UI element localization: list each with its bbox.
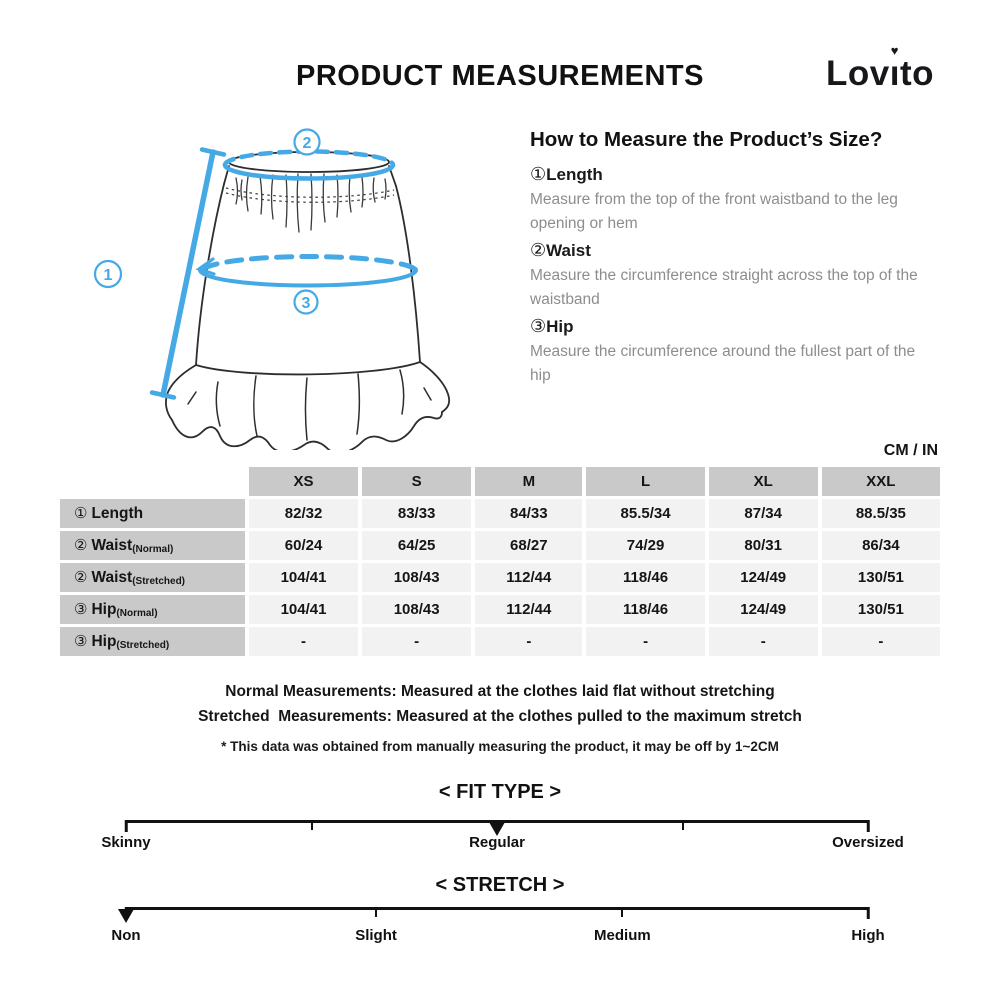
size-header-xl: XL xyxy=(709,467,818,496)
stretch-label-slight: Slight xyxy=(355,927,397,944)
how-to-item-waist xyxy=(530,237,980,264)
tick xyxy=(311,820,313,830)
cell-length-s: 83/33 xyxy=(362,499,471,528)
cell-waist-normal-s: 64/25 xyxy=(362,531,471,560)
cell-hip-normal-xl: 124/49 xyxy=(709,595,818,624)
cell-waist-stretched-xxl: 130/51 xyxy=(822,563,940,592)
how-to-item-waist-desc: Measure the circumference straight across the top of the waistband xyxy=(530,267,918,308)
cell-waist-stretched-xs: 104/41 xyxy=(249,563,358,592)
row-label-sub: (Normal) xyxy=(132,544,174,555)
cell-hip-stretched-xs: - xyxy=(249,627,358,656)
circled-1-icon: ① xyxy=(74,505,88,522)
how-to-heading: How to Measure the Product’s Size? xyxy=(530,128,883,151)
fit-type-labels xyxy=(101,834,904,854)
tick xyxy=(621,907,623,917)
stretch-label-high: High xyxy=(851,927,885,944)
size-header-xs: XS xyxy=(249,467,358,496)
cell-waist-stretched-l: 118/46 xyxy=(586,563,704,592)
logo-text-pre: Lov xyxy=(825,54,890,93)
tick xyxy=(125,820,128,832)
cell-length-l: 85.5/34 xyxy=(586,499,704,528)
table-row-hip-stretched xyxy=(60,627,940,656)
stretch-label-non: Non xyxy=(111,927,141,944)
cell-hip-stretched-xxl: - xyxy=(822,627,940,656)
how-to-item-length-desc: Measure from the top of the front waistband to the leg opening or hem xyxy=(530,191,898,232)
fit-type-title: < FIT TYPE > xyxy=(438,781,562,803)
tick xyxy=(375,907,377,917)
table-row-length xyxy=(60,499,940,528)
circled-3-icon: ③ xyxy=(74,633,88,650)
size-header-s: S xyxy=(362,467,471,496)
cell-waist-normal-m: 68/27 xyxy=(475,531,582,560)
size-table-header-row xyxy=(60,467,940,496)
logo-text-post: to xyxy=(899,54,934,93)
logo-i-stem: ı xyxy=(889,54,900,93)
cell-waist-normal-xl: 80/31 xyxy=(709,531,818,560)
cell-hip-stretched-m: - xyxy=(475,627,582,656)
logo-i xyxy=(889,43,900,94)
cell-length-xxl: 88.5/35 xyxy=(822,499,940,528)
circled-1-icon: ① xyxy=(530,164,547,184)
stretch-labels xyxy=(111,927,885,947)
how-to-item-waist-label: Waist xyxy=(546,241,591,260)
row-label-length xyxy=(60,499,245,528)
row-label-text: Waist xyxy=(91,537,133,554)
cell-hip-normal-s: 108/43 xyxy=(362,595,471,624)
row-label-sub: (Normal) xyxy=(116,608,158,619)
note-normal: Normal Measurements: Measured at the clothes laid flat without stretching xyxy=(225,683,775,700)
row-label-text: Hip xyxy=(91,633,117,650)
waistband-gathers xyxy=(236,174,386,232)
cell-hip-normal-xs: 104/41 xyxy=(249,595,358,624)
size-header-l: L xyxy=(586,467,704,496)
lovito-logo xyxy=(825,43,934,94)
table-row-hip-normal xyxy=(60,595,940,624)
row-label-hip-stretched xyxy=(60,627,245,656)
cell-hip-stretched-l: - xyxy=(586,627,704,656)
how-to-item-hip-desc: Measure the circumference around the fullest part of the hip xyxy=(530,343,916,384)
row-label-text: Length xyxy=(91,505,144,522)
tick xyxy=(682,820,684,830)
stretch-scale-line xyxy=(126,907,868,910)
cell-length-xs: 82/32 xyxy=(249,499,358,528)
row-label-text: Hip xyxy=(91,601,117,618)
how-to-item-hip-label: Hip xyxy=(546,317,574,336)
circled-3-icon: ③ xyxy=(74,601,88,618)
fit-label-regular: Regular xyxy=(469,834,525,851)
how-to-item-hip xyxy=(530,313,980,340)
table-row-waist-normal xyxy=(60,531,940,560)
row-label-sub: (Stretched) xyxy=(116,640,170,651)
measurement-notes xyxy=(0,680,1000,729)
cell-hip-normal-m: 112/44 xyxy=(475,595,582,624)
waist-callout-number: 2 xyxy=(302,135,312,152)
cell-waist-normal-l: 74/29 xyxy=(586,531,704,560)
how-to-item-length-label: Length xyxy=(546,165,603,184)
disclaimer-note: * This data was obtained from manually measuring the product, it may be off by 1~2CM xyxy=(221,739,779,754)
stretch-label-medium: Medium xyxy=(594,927,651,944)
row-label-waist-normal xyxy=(60,531,245,560)
stretch-marker-icon xyxy=(118,909,134,923)
cell-hip-stretched-xl: - xyxy=(709,627,818,656)
heart-icon: ♥ xyxy=(890,43,899,58)
fit-label-skinny: Skinny xyxy=(101,834,151,851)
size-header-m: M xyxy=(475,467,582,496)
circled-2-icon: ② xyxy=(74,569,88,586)
row-label-text: Waist xyxy=(91,569,133,586)
tick xyxy=(867,820,870,832)
row-label-waist-stretched xyxy=(60,563,245,592)
circled-3-icon: ③ xyxy=(530,316,547,336)
note-stretched: Stretched Measurements: Measured at the clothes pulled to the maximum stretch xyxy=(198,707,802,725)
ruffle-folds xyxy=(188,370,431,440)
row-label-hip-normal xyxy=(60,595,245,624)
tick xyxy=(867,907,870,919)
fit-type-scale-line xyxy=(126,820,868,823)
hip-callout-number: 3 xyxy=(301,295,311,312)
skirt-measurement-diagram xyxy=(60,120,520,450)
cell-waist-normal-xxl: 86/34 xyxy=(822,531,940,560)
stretch-title: < STRETCH > xyxy=(435,874,565,896)
cell-hip-stretched-s: - xyxy=(362,627,471,656)
waistband-stitch-lines xyxy=(226,188,394,202)
cell-waist-stretched-s: 108/43 xyxy=(362,563,471,592)
row-label-sub: (Stretched) xyxy=(132,576,186,587)
skirt-illustration xyxy=(60,120,520,450)
size-header-xxl: XXL xyxy=(822,467,940,496)
length-callout-number: 1 xyxy=(103,267,113,284)
size-table-corner-cell xyxy=(60,467,245,496)
size-table xyxy=(56,464,944,659)
cell-length-xl: 87/34 xyxy=(709,499,818,528)
cell-hip-normal-xxl: 130/51 xyxy=(822,595,940,624)
units-label: CM / IN xyxy=(883,442,938,459)
cell-length-m: 84/33 xyxy=(475,499,582,528)
cell-waist-normal-xs: 60/24 xyxy=(249,531,358,560)
how-to-item-length xyxy=(530,161,980,188)
how-to-measure-section xyxy=(530,128,980,389)
cell-waist-stretched-xl: 124/49 xyxy=(709,563,818,592)
circled-2-icon: ② xyxy=(74,537,88,554)
cell-waist-stretched-m: 112/44 xyxy=(475,563,582,592)
fit-label-oversized: Oversized xyxy=(832,834,904,851)
cell-hip-normal-l: 118/46 xyxy=(586,595,704,624)
circled-2-icon: ② xyxy=(530,240,547,260)
table-row-waist-stretched xyxy=(60,563,940,592)
page-title: PRODUCT MEASUREMENTS xyxy=(296,60,704,92)
